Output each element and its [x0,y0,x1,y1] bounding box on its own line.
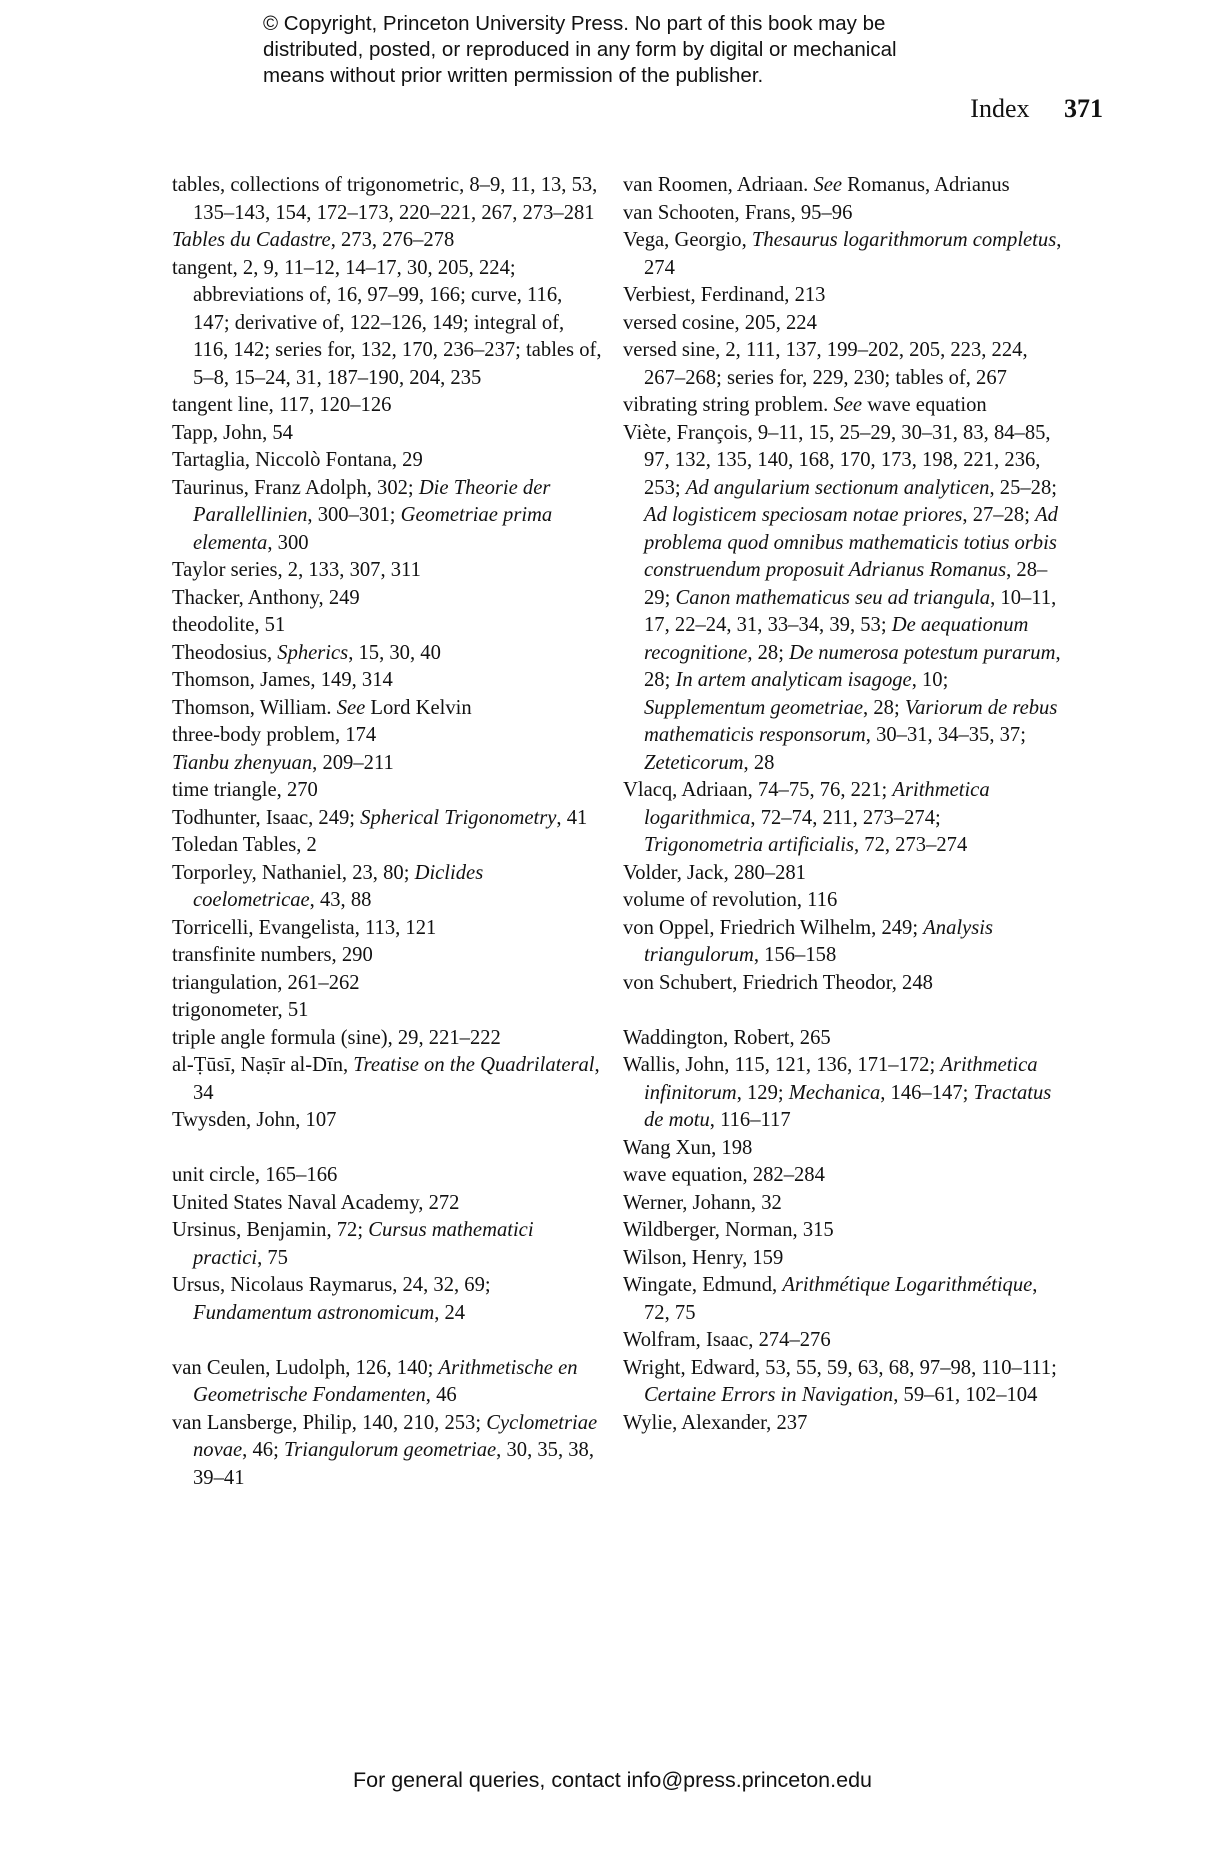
index-entry-text: time triangle, 270 [172,779,318,801]
index-entry-text: Taurinus, Franz Adolph, 302; [172,476,419,499]
index-entry-text: theodolite, 51 [172,614,286,636]
index-entry [623,282,1063,310]
index-entry [623,200,1063,228]
copyright-notice [263,11,1023,89]
index-entry-text: Twysden, John, 107 [172,1109,337,1131]
index-entry [623,420,1063,778]
index-entry-text: , 273, 276–278 [330,229,455,251]
index-entry-text: Vega, Georgio, [623,229,752,251]
running-head [970,94,1103,124]
index-entry-title: Certaine Errors in Navigation [644,1384,894,1406]
index-entry [172,640,602,668]
index-entry-text: Verbiest, Ferdinand, 213 [623,284,826,306]
index-entry-text: , 209–211 [312,751,394,774]
index-entry-text: , 28–29; [644,559,1048,609]
index-entry-text: Volder, Jack, 280–281 [623,861,806,884]
index-entry [623,777,1063,860]
index-entry-text: , 10; [911,669,949,691]
index-entry [623,227,1063,282]
index-entry-title: Trigonometria artificialis [644,834,854,856]
index-entry-text: van Roomen, Adriaan. [623,174,814,196]
index-entry-title: Cursus mathematici practici [193,1219,534,1269]
index-entry-text: , 156–158 [753,944,837,966]
index-entry-title: Triangulorum geometriae [283,1439,497,1461]
index-entry-text: , 59–61, 102–104 [893,1384,1038,1406]
index-entry-text: Ursus, Nicolaus Raymarus, 24, 32, 69; [172,1274,491,1296]
index-entry-title: Fundamentum astronomicum [193,1301,435,1324]
index-entry [172,1272,602,1327]
index-entry-text: van Lansberge, Philip, 140, 210, 253; [172,1411,487,1434]
index-entry [172,805,602,833]
index-entry-text: Lord Kelvin [365,696,472,719]
index-entry-text: Toledan Tables, 2 [172,834,317,856]
index-entry [172,1107,602,1135]
index-entry-text: Vlacq, Adriaan, 74–75, 76, 221; [623,779,893,801]
index-entry-title: Tianbu zhenyuan [172,751,313,774]
index-entry-title: Arithmétique Logarithmétique [782,1274,1033,1296]
index-entry-text: , 28; [644,641,1061,691]
index-entry-title: Spherics [277,641,349,664]
index-entry-title: In artem analyticam isagoge [675,669,912,691]
index-entry [172,557,602,585]
index-entry-title: Arithmetische en Geometrische Fondamenten [193,1356,578,1406]
index-entry-text: , 72–74, 211, 273–274; [750,806,941,829]
index-entry [172,1162,602,1190]
index-entry-text: wave equation, 282–284 [623,1164,825,1186]
index-entry-text: , 41 [556,806,588,829]
index-entry [172,777,602,805]
index-entry-text: van Schooten, Frans, 95–96 [623,201,853,224]
index-entry [623,1355,1063,1410]
index-entry [172,832,602,860]
index-entry-text: Thomson, William. [172,696,337,719]
index-entry-text: unit circle, 165–166 [172,1164,338,1186]
index-entry [623,1135,1063,1163]
index-column-right [623,172,1063,1437]
index-entry-text: Wilson, Henry, 159 [623,1246,784,1269]
index-entry-text: , 129; [736,1081,789,1104]
index-entry-title: Geometriae prima elementa [193,504,553,554]
index-entry [172,585,602,613]
index-entry [623,915,1063,970]
index-entry-text: Waddington, Robert, 265 [623,1026,831,1049]
index-entry [172,1052,602,1107]
index-entry-text: three-body problem, 174 [172,724,377,746]
index-entry-text: Torricelli, Evangelista, 113, 121 [172,916,437,939]
index-entry-text: , 10–11, 17, 22–24, 31, 33–34, 39, 53; [644,586,1057,636]
index-entry [172,860,602,915]
index-entry [172,1190,602,1218]
index-entry-text: von Schubert, Friedrich Theodor, 248 [623,971,933,994]
index-entry-text: Viète, François, 9–11, 15, 25–29, 30–31, 83, 84–85, 97, 132, 135, 140, 168, 170, 173, 198, 221, 236, 253; [623,421,1051,499]
index-entry-text: vibrating string problem. [623,394,834,416]
index-entry-text: triple angle formula (sine), 29, 221–222 [172,1026,501,1049]
index-entry [623,1190,1063,1218]
index-entry-text: United States Naval Academy, 272 [172,1191,460,1214]
index-entry-text: transfinite numbers, 290 [172,944,373,966]
index-entry-text: , 28; [747,641,790,664]
index-entry-title: See [833,394,863,416]
index-entry-text: , 27–28; [962,504,1036,526]
index-entry-text: versed cosine, 205, 224 [623,311,817,334]
index-entry-text: , 75 [257,1246,288,1269]
footer-contact: For general queries, contact info@press.princeton.edu [352,1768,872,1792]
index-entry [172,172,602,227]
index-entry-text: von Oppel, Friedrich Wilhelm, 249; [623,916,924,939]
index-entry-text: Wylie, Alexander, 237 [623,1411,808,1434]
index-entry [172,255,602,393]
index-entry [172,475,602,558]
index-entry [172,667,602,695]
index-entry-title: Ad problema quod omnibus mathematicis totius orbis construendum proposuit Adrianus Romanus [644,504,1058,581]
index-entry [623,310,1063,338]
index-entry [623,1272,1063,1327]
index-entry-text: , 72, 75 [644,1274,1038,1324]
index-entry-title: Supplementum geometriae [644,696,864,719]
index-entry-text: trigonometer, 51 [172,999,309,1021]
index-entry-text: Thacker, Anthony, 249 [172,586,360,609]
index-entry-text: Torporley, Nathaniel, 23, 80; [172,861,415,884]
index-entry [172,227,602,255]
index-entry-title: Thesaurus logarithmorum completus [751,229,1057,251]
index-entry-text: , 24 [434,1301,466,1324]
index-entry-text: Romanus, Adrianus [842,174,1010,196]
index-entry-title: Spherical Trigonometry [360,806,557,829]
page-number: 371 [1064,94,1103,123]
index-entry-text: , 43, 88 [309,889,372,911]
index-entry-title: Analysis triangulorum [644,916,994,966]
index-entry-text: tangent line, 117, 120–126 [172,394,392,416]
index-entry [172,970,602,998]
index-entry [172,997,602,1025]
index-entry-text: , 116–117 [709,1109,791,1131]
index-entry-text: , 30, 35, 38, 39–41 [193,1439,594,1489]
index-entry [172,1025,602,1053]
index-entry-text: Tapp, John, 54 [172,421,293,444]
index-entry-title: See [813,174,843,196]
index-entry-title: Tables du Cadastre [172,229,331,251]
index-entry-text: , 46 [425,1384,457,1406]
index-entry [172,392,602,420]
index-entry-text: triangulation, 261–262 [172,971,360,994]
index-entry-text: tangent, 2, 9, 11–12, 14–17, 30, 205, 224; abbreviations of, 16, 97–99, 166; curve, 116, 147; derivative of, 122–126, 149; integral of, 116, 142; series for, 132, 170, 236–237; tables of, 5–8, 15–24, 31, 187–190, 204, 235 [172,256,602,389]
index-entry [172,420,602,448]
index-entry-title: Mechanica [788,1081,881,1104]
index-entry-text: Wildberger, Norman, 315 [623,1219,834,1241]
index-entry [623,887,1063,915]
index-entry [172,1355,602,1410]
index-entry [172,1410,602,1493]
index-entry-text: , 146–147; [880,1081,974,1104]
index-entry [623,392,1063,420]
index-entry [172,612,602,640]
index-entry [623,172,1063,200]
index-entry-text: Werner, Johann, 32 [623,1191,782,1214]
index-entry-text: Wolfram, Isaac, 274–276 [623,1329,831,1351]
index-entry [172,722,602,750]
index-entry-text: Wang Xun, 198 [623,1136,753,1159]
copyright-line: © Copyright, Princeton University Press. No part of this book may be [263,12,886,35]
index-entry-title: Tractatus de motu [644,1081,1052,1131]
index-entry [172,447,602,475]
index-entry-title: Ad angularium sectionum analyticen [685,476,990,499]
index-entry [172,915,602,943]
index-entry-title: Diclides coelometricae [193,861,484,911]
index-entry [623,1217,1063,1245]
index-entry-text: , 15, 30, 40 [348,641,441,664]
index-entry-title: Treatise on the Quadrilateral [353,1054,595,1076]
index-entry [623,337,1063,392]
index-entry-text: Wright, Edward, 53, 55, 59, 63, 68, 97–98, 110–111; [623,1356,1057,1379]
index-entry [623,1327,1063,1355]
section-title: Index [970,94,1030,123]
index-entry [172,1217,602,1272]
index-entry-text: , 25–28; [989,476,1057,499]
index-entry-title: Zeteticorum [644,751,744,774]
index-entry-text: , 46; [242,1439,284,1461]
index-entry-text: , 28; [863,696,905,719]
index-entry-text: Wallis, John, 115, 121, 136, 171–172; [623,1054,941,1076]
index-entry-text: Todhunter, Isaac, 249; [172,806,361,829]
index-entry-title: See [336,696,366,719]
index-entry-title: Arithmetica logarithmica [644,779,990,829]
copyright-line: distributed, posted, or reproduced in any form by digital or mechanical [263,38,897,61]
index-entry [623,1025,1063,1053]
index-entry [623,1410,1063,1438]
index-entry [623,1245,1063,1273]
index-entry [623,1162,1063,1190]
index-entry-text: Taylor series, 2, 133, 307, 311 [172,559,421,581]
index-entry-text: volume of revolution, 116 [623,889,838,911]
index-entry-text: Tartaglia, Niccolò Fontana, 29 [172,449,423,471]
copyright-line: means without prior written permission of the publisher. [263,64,764,87]
index-entry-text: Thomson, James, 149, 314 [172,669,393,691]
index-entry [172,750,602,778]
index-entry-title: Variorum de rebus mathematicis responsorum [644,696,1058,746]
index-entry-title: De numerosa potestum purarum [789,641,1056,664]
index-entry [623,1052,1063,1135]
index-entry-text: van Ceulen, Ludolph, 126, 140; [172,1356,439,1379]
index-entry-title: De aequationum recognitione [644,614,1029,664]
index-entry-text: Theodosius, [172,641,278,664]
index-entry-text: , 274 [644,229,1062,279]
index-entry-text: wave equation [862,394,987,416]
index-entry-text: al-Ṭūsī, Naṣīr al-Dīn, [172,1054,354,1076]
index-entry-text: versed sine, 2, 111, 137, 199–202, 205, 223, 224, 267–268; series for, 229, 230; tables of, 267 [623,339,1028,389]
index-entry-text: , 28 [743,751,775,774]
index-entry-text: , 34 [193,1054,600,1104]
index-entry [172,695,602,723]
index-entry-title: Canon mathematicus seu ad triangula [675,586,991,609]
index-entry-text: , 300–301; [307,504,401,526]
index-entry-text: tables, collections of trigonometric, 8–9, 11, 13, 53, 135–143, 154, 172–173, 220–221, 267, 273–281 [172,174,598,224]
index-entry-title: Cyclometriae novae [193,1411,598,1461]
index-entry-text: , 30–31, 34–35, 37; [865,724,1026,746]
index-entry-title: Arithmetica infinitorum [644,1054,1038,1104]
index-entry [623,970,1063,998]
index-entry [623,860,1063,888]
index-entry-text: , 300 [267,531,309,554]
index-entry-title: Ad logisticem speciosam notae priores [644,504,963,526]
index-column-left [172,172,602,1492]
index-entry [172,942,602,970]
index-entry-text: , 72, 273–274 [853,834,968,856]
index-entry-text: Wingate, Edmund, [623,1274,783,1296]
index-entry-title: Die Theorie der Parallellinien [193,476,551,526]
index-entry-text: Ursinus, Benjamin, 72; [172,1219,369,1241]
